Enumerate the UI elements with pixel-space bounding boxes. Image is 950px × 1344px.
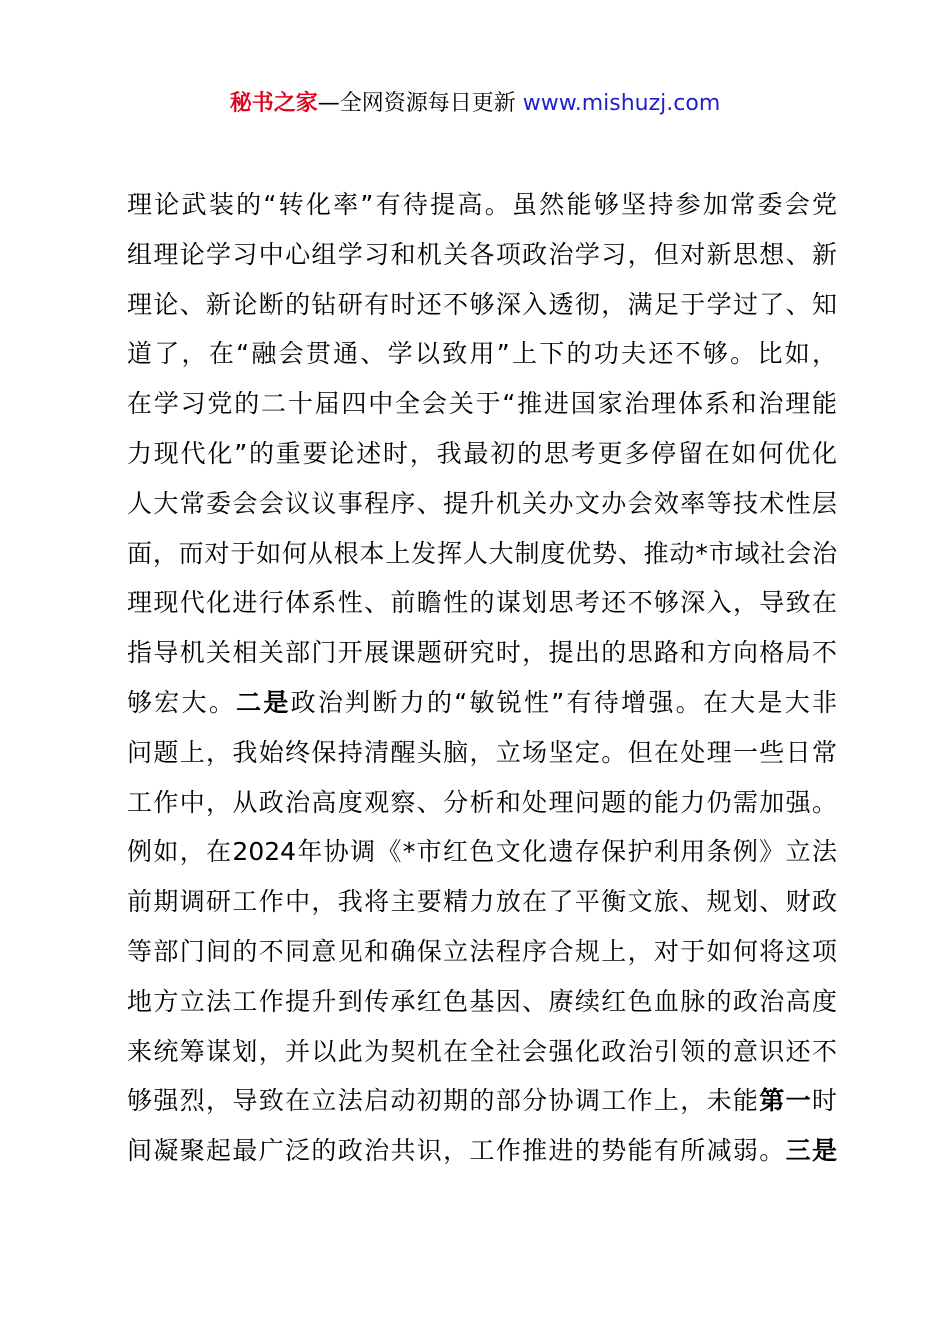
text-line: 例如，在2024年协调《*市红色文化遗存保护利用条例》立法: [127, 837, 837, 867]
text-segment: 够宏大。: [127, 687, 237, 717]
text-line: 理论、新论断的钻研有时还不够深入透彻，满足于学过了、知: [127, 289, 837, 319]
text-line: 理现代化进行体系性、前瞻性的谋划思考还不够深入，导致在: [127, 588, 837, 618]
text-line: 前期调研工作中，我将主要精力放在了平衡文旅、规划、财政: [127, 887, 837, 917]
text-line: 人大常委会会议议事程序、提升机关办文办会效率等技术性层: [127, 488, 837, 518]
site-url[interactable]: www.mishuzj.com: [522, 91, 721, 116]
header-tagline: —全网资源每日更新: [317, 91, 523, 116]
page-header: [0, 86, 950, 122]
text-line: 来统筹谋划，并以此为契机在全社会强化政治引领的意识还不: [127, 1036, 837, 1066]
text-line: 等部门间的不同意见和确保立法程序合规上，对于如何将这项: [127, 936, 837, 966]
text-line: 在学习党的二十届四中全会关于“推进国家治理体系和治理能: [127, 389, 837, 419]
document-body: [127, 180, 837, 1176]
text-segment: 时: [811, 1086, 837, 1116]
text-line: 工作中，从政治高度观察、分析和处理问题的能力仍需加强。: [127, 787, 837, 817]
text-line-with-bold: [127, 1076, 837, 1126]
text-line-with-bold: [127, 1126, 837, 1176]
text-line: 问题上，我始终保持清醒头脑，立场坚定。但在处理一些日常: [127, 737, 837, 767]
text-line: 面，而对于如何从根本上发挥人大制度优势、推动*市域社会治: [127, 538, 837, 568]
bold-marker-er-shi: 二是: [236, 687, 291, 717]
text-line: 理论武装的“转化率”有待提高。虽然能够坚持参加常委会党: [127, 190, 837, 219]
text-segment: 够强烈，导致在立法启动初期的部分协调工作上，未能: [127, 1086, 760, 1116]
text-line: 地方立法工作提升到传承红色基因、赓续红色血脉的政治高度: [127, 986, 837, 1016]
text-segment: 政治判断力的“敏锐性”有待增强。在大是大非: [290, 687, 837, 717]
text-line: 指导机关相关部门开展课题研究时，提出的思路和方向格局不: [127, 638, 837, 668]
text-line: 组理论学习中心组学习和机关各项政治学习，但对新思想、新: [127, 239, 837, 269]
brand-name: 秘书之家: [229, 91, 318, 116]
text-line: 力现代化”的重要论述时，我最初的思考更多停留在如何优化: [127, 438, 837, 468]
text-segment: 间凝聚起最广泛的政治共识，工作推进的势能有所减弱。: [127, 1136, 786, 1166]
bold-marker-san-shi: 三是: [785, 1136, 837, 1166]
bold-marker-di-yi: 第一: [759, 1086, 812, 1116]
text-line-with-bold: [127, 678, 837, 728]
text-line: 道了，在“融会贯通、学以致用”上下的功夫还不够。比如，: [127, 339, 837, 369]
